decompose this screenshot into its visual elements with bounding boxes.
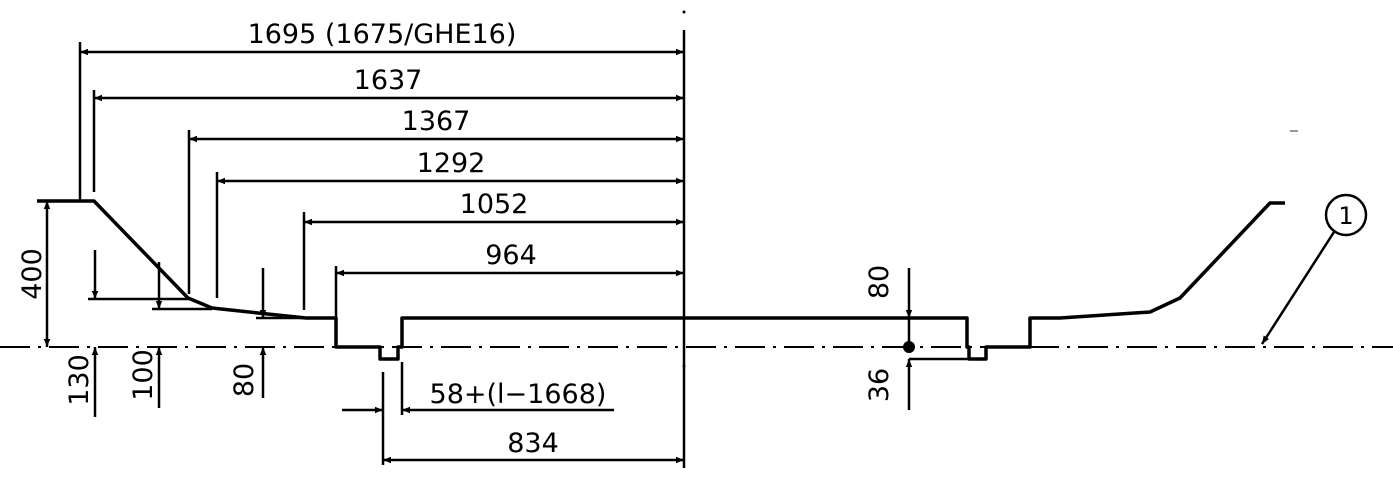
reference-dot-top xyxy=(683,11,686,14)
dim-36: 36 xyxy=(864,367,895,403)
dim-964: 964 xyxy=(485,240,537,271)
dim-1367: 1367 xyxy=(401,106,471,137)
dim-1292: 1292 xyxy=(416,148,486,179)
edge-mark xyxy=(1290,130,1298,132)
dim-400: 400 xyxy=(17,248,48,300)
dim-1052: 1052 xyxy=(459,189,529,220)
dim-130: 130 xyxy=(64,354,95,406)
dim-100: 100 xyxy=(128,349,159,401)
dim-1695: 1695 (1675/GHE16) xyxy=(247,19,517,50)
dim-80-right: 80 xyxy=(864,264,895,300)
dim-80-left: 80 xyxy=(229,362,260,398)
reference-dot-bottom xyxy=(683,365,686,368)
profile-left xyxy=(37,201,684,359)
dim-1637: 1637 xyxy=(353,65,423,96)
callout-leader xyxy=(1262,232,1334,344)
dim-58: 58+(l−1668) xyxy=(429,379,607,410)
callout-label: 1 xyxy=(1338,202,1354,230)
dim-834: 834 xyxy=(507,428,559,459)
profile-right xyxy=(684,203,1285,359)
